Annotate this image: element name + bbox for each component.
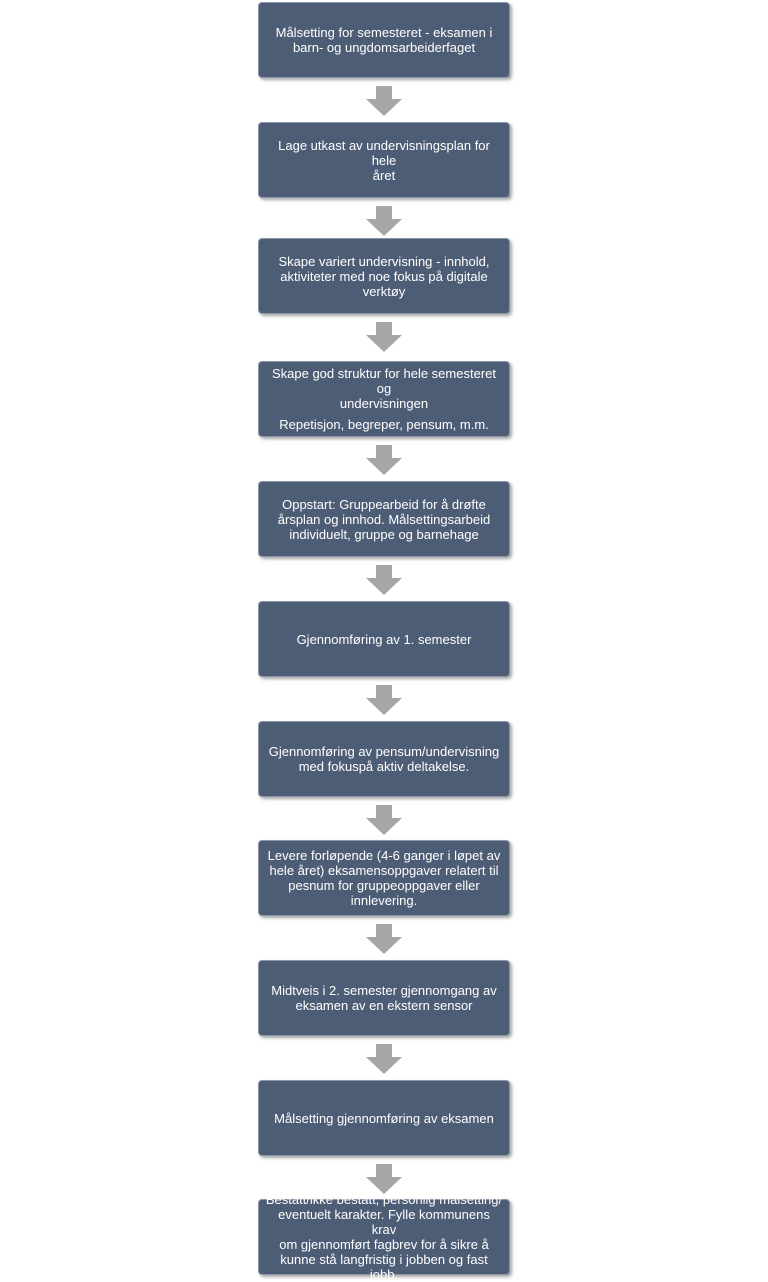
flow-step-1: [258, 2, 510, 78]
down-arrow-shape: [366, 1044, 402, 1074]
down-arrow-icon: [366, 206, 402, 236]
down-arrow-shape: [366, 805, 402, 835]
down-arrow-icon: [366, 1044, 402, 1074]
flow-step-text: Skape god struktur for hele semesteret og: [271, 366, 496, 396]
flow-step-text: Levere forløpende (4-6 ganger i løpet av: [267, 848, 501, 863]
flow-step-text: Målsetting for semesteret - eksamen i: [275, 25, 493, 40]
flow-step-text: Gjennomføring av 1. semester: [296, 631, 472, 647]
flow-step-6: [258, 601, 510, 677]
down-arrow-shape: [366, 924, 402, 954]
flow-step-text: aktiviteter med noe fokus på digitale: [280, 268, 488, 284]
flow-step-10: [258, 1080, 510, 1156]
flow-step-text: om gjennomført fagbrev for å sikre å: [279, 1237, 489, 1252]
down-arrow-icon: [366, 322, 402, 352]
down-arrow-shape: [366, 445, 402, 475]
down-arrow-icon: [366, 685, 402, 715]
down-arrow-shape: [366, 1164, 402, 1194]
flow-step-text: hele året) eksamensoppgaver relatert til: [269, 863, 499, 878]
down-arrow-icon: [366, 1164, 402, 1194]
flow-step-text: Midtveis i 2. semester gjennomgang av: [271, 983, 497, 998]
flow-step-5: [258, 481, 510, 557]
flow-step-text: Lage utkast av undervisningsplan for hele: [278, 137, 490, 168]
down-arrow-icon: [366, 924, 402, 954]
flow-step-text: Målsetting gjennomføring av eksamen: [274, 1110, 494, 1126]
flow-step-text: undervisningen: [339, 396, 429, 411]
flow-step-text: eventuelt karakter. Fylle kommunens krav: [278, 1207, 490, 1237]
flow-step-text: barn- og ungdomsarbeiderfaget: [292, 40, 476, 55]
down-arrow-shape: [366, 206, 402, 236]
flow-step-11: [258, 1192, 510, 1282]
flow-step-9: [258, 960, 510, 1036]
down-arrow-shape: [366, 565, 402, 595]
down-arrow-icon: [366, 86, 402, 116]
flow-step-text: Oppstart: Gruppearbeid for å drøfte: [282, 496, 486, 512]
flow-step-text: årsplan og innhod. Målsettingsarbeid: [277, 511, 491, 527]
flow-step-text: verktøy: [362, 283, 406, 299]
flow-step-text: individuelt, gruppe og barnehage: [289, 526, 479, 542]
flow-step-text: Skape variert undervisning - innhold,: [278, 253, 490, 269]
flow-step-text: året: [372, 167, 396, 183]
down-arrow-icon: [366, 445, 402, 475]
flow-step-subtext: Repetisjon, begreper, pensum, m.m.: [279, 417, 489, 432]
flow-step-3: [258, 238, 510, 314]
flow-step-text: Bestått/ikke bestått, personlig målsetting/: [265, 1192, 503, 1207]
flow-step-text: med fokuspå aktiv deltakelse.: [298, 759, 470, 774]
flow-step-8: [258, 840, 510, 916]
flow-step-text: Gjennomføring av pensum/undervisning: [268, 744, 500, 759]
flow-step-text: innlevering.: [350, 893, 418, 908]
flow-step-2: [258, 122, 510, 198]
down-arrow-shape: [366, 685, 402, 715]
flow-step-7: [258, 721, 510, 797]
flow-step-text: pesnum for gruppeoppgaver eller: [288, 878, 480, 893]
down-arrow-icon: [366, 565, 402, 595]
down-arrow-icon: [366, 805, 402, 835]
down-arrow-shape: [366, 322, 402, 352]
down-arrow-shape: [366, 86, 402, 116]
flow-step-text: eksamen av en ekstern sensor: [295, 998, 473, 1013]
flow-step-4: [258, 361, 510, 437]
flow-step-text: kunne stå langfristig i jobben og fast jobb.: [280, 1252, 488, 1282]
